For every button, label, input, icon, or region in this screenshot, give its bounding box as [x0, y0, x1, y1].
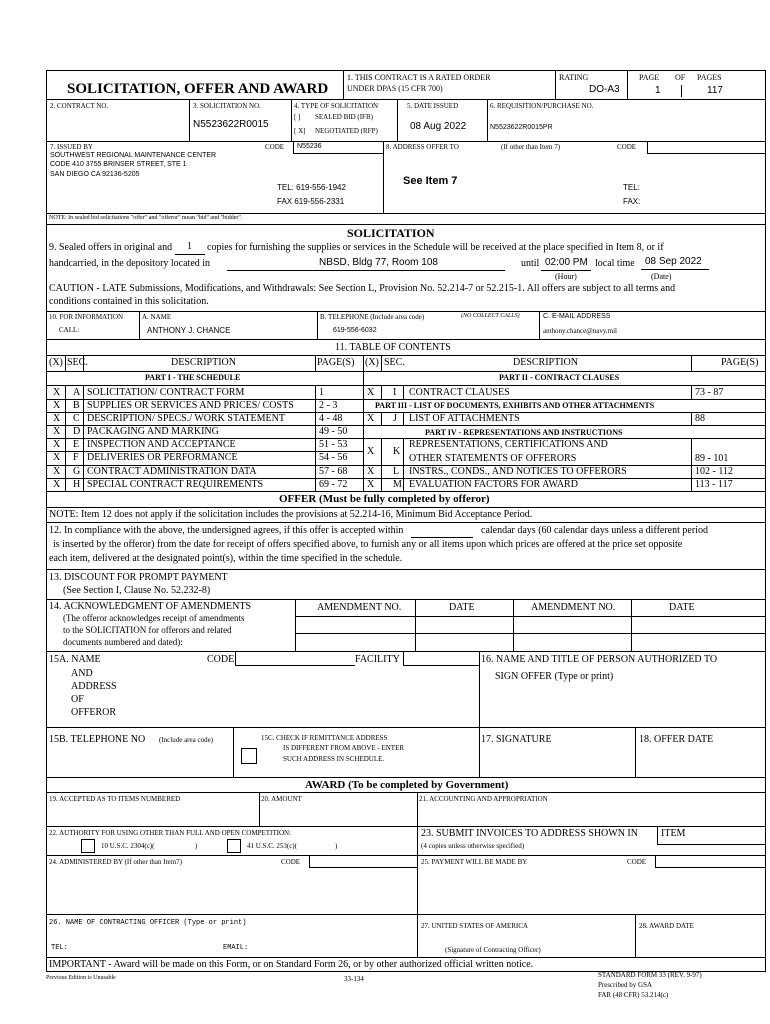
no-collect-calls: (NO COLLECT CALLS): [461, 313, 520, 319]
contact-email[interactable]: anthony.chance@navy.mil: [543, 327, 617, 335]
pages-label: PAGES: [697, 73, 722, 82]
toc-row-k-desc2: OTHER STATEMENTS OF OFFERORS: [409, 453, 577, 464]
form-number: 33-134: [344, 975, 364, 983]
toc-row-f-sec: F: [73, 452, 79, 463]
toc-row-j-desc: LIST OF ATTACHMENTS: [409, 413, 520, 424]
previous-edition-note: Previous Edition is Unusable: [46, 975, 116, 981]
toc-row-h-sec: H: [73, 479, 81, 490]
toc-row-b-x: X: [53, 400, 61, 411]
offeror-code-label: CODE: [207, 654, 235, 665]
see-item-7: See Item 7: [403, 175, 458, 187]
telephone-label: B. TELEPHONE (Include area code): [320, 313, 425, 321]
pages-value: 117: [707, 85, 723, 96]
item15c-line1: 15C. CHECK IF REMITTANCE ADDRESS: [261, 734, 388, 742]
address-offer-to-label: 8. ADDRESS OFFER TO: [386, 143, 459, 151]
toc-row-e-pages: 51 - 53: [319, 439, 348, 450]
call-label: CALL:: [59, 326, 80, 334]
toc-row-m-x: X: [367, 479, 375, 490]
form-title: SOLICITATION, OFFER AND AWARD: [67, 81, 329, 97]
include-area-code: (Include area code): [159, 736, 214, 744]
rated-order-label: 1. THIS CONTRACT IS A RATED ORDER: [347, 73, 491, 82]
type-of-solicitation-label: 4. TYPE OF SOLICITATION: [294, 102, 379, 110]
toc-row-g-pages: 57 - 68: [319, 466, 348, 477]
item-label: ITEM: [661, 828, 686, 839]
issuer-tel: TEL: 619-556-1942: [277, 183, 346, 192]
of-label: OF: [675, 73, 686, 82]
item13-line1: 13. DISCOUNT FOR PROMPT PAYMENT: [49, 572, 228, 583]
date-issued-label: 5. DATE ISSUED: [407, 102, 459, 110]
item15a-label4: OF: [71, 694, 84, 705]
date-label: (Date): [651, 272, 672, 281]
toc-row-i-x: X: [367, 387, 375, 398]
item14-line3: to the SOLICITATION for offerors and related: [63, 625, 232, 635]
toc-row-c-desc: DESCRIPTION/ SPECS./ WORK STATEMENT: [87, 413, 285, 424]
page-label: PAGE: [639, 73, 660, 82]
item9-line2a: handcarried, in the depository located in: [49, 258, 211, 269]
item12-line1: 12. In compliance with the above, the undersigned agrees, if this offer is accepted within: [49, 525, 404, 536]
toc-row-a-desc: SOLICITATION/ CONTRACT FORM: [87, 387, 245, 398]
hour-label: (Hour): [555, 272, 577, 281]
contact-name[interactable]: ANTHONY J. CHANCE: [147, 326, 231, 335]
sealed-bid-note: NOTE: In sealed bid solicitations "offer" and "offeror" mean "bid" and "bidder".: [49, 215, 243, 221]
dpas-label: UNDER DPAS (15 CFR 700): [347, 84, 443, 93]
toc-col-sec-right: SEC.: [384, 357, 405, 368]
name-label: A. NAME: [142, 313, 172, 321]
toc-col-description: DESCRIPTION: [171, 357, 237, 368]
item13-line2: (See Section I, Clause No. 52.232-8): [63, 585, 211, 596]
item16-line1: 16. NAME AND TITLE OF PERSON AUTHORIZED TO: [481, 654, 718, 665]
toc-row-d-x: X: [53, 426, 61, 437]
toc-part3: PART III - LIST OF DOCUMENTS, EXHIBITS AND OTHER ATTACHMENTS: [375, 401, 655, 410]
item27-label: 27. UNITED STATES OF AMERICA: [421, 922, 528, 930]
toc-row-f-pages: 54 - 56: [319, 452, 348, 463]
toc-part4: PART IV - REPRESENTATIONS AND INSTRUCTIONS: [425, 428, 623, 437]
solicitation-heading: SOLICITATION: [347, 226, 435, 240]
item14-line1: 14. ACKNOWLEDGMENT OF AMENDMENTS: [49, 601, 252, 612]
requisition-value[interactable]: N5523622R0015PR: [490, 124, 553, 131]
toc-row-k-sec: K: [393, 446, 401, 457]
item28-label: 28. AWARD DATE: [639, 922, 694, 930]
toc-row-h-desc: SPECIAL CONTRACT REQUIREMENTS: [87, 479, 264, 490]
item23-sub: (4 copies unless otherwise specified): [421, 842, 525, 850]
toc-row-h-x: X: [53, 479, 61, 490]
toc-row-k-pages: 89 - 101: [695, 453, 729, 464]
co-email-label: EMAIL:: [223, 944, 249, 952]
usc-2304-label: 10 U.S.C. 2304(c)(: [101, 842, 155, 850]
remittance-checkbox[interactable]: [241, 748, 257, 764]
toc-row-k-desc1: REPRESENTATIONS, CERTIFICATIONS AND: [409, 439, 608, 450]
item9-line1a: 9. Sealed offers in original and: [49, 242, 173, 253]
address-code-label: CODE: [617, 143, 637, 151]
toc-row-g-desc: CONTRACT ADMINISTRATION DATA: [87, 466, 257, 477]
email-label: C. E-MAIL ADDRESS: [543, 313, 611, 320]
item25-code-label: CODE: [627, 858, 647, 866]
toc-col-x-right: (X): [365, 357, 379, 368]
issued-by-code-value[interactable]: N55236: [297, 143, 322, 150]
prescribed-by-gsa: Prescribed by GSA: [598, 981, 653, 989]
issuer-fax: FAX 619-556-2331: [277, 197, 345, 206]
toc-part2: PART II - CONTRACT CLAUSES: [499, 373, 620, 382]
toc-row-h-pages: 69 - 72: [319, 479, 348, 490]
negotiated-checkbox[interactable]: [ X]: [294, 127, 306, 135]
issuer-line2: CODE 410 3755 BRINSER STREET, STE 1: [50, 161, 187, 168]
toc-col-pages: PAGE(S): [317, 357, 355, 368]
toc-row-j-x: X: [367, 413, 375, 424]
usc-253-label: 41 U.S.C. 253(c)(: [247, 842, 297, 850]
issuer-line3: SAN DIEGO CA 92136-5205: [50, 171, 140, 178]
toc-row-f-desc: DELIVERIES OR PERFORMANCE: [87, 452, 238, 463]
facility-label: FACILITY: [355, 654, 400, 665]
toc-row-e-x: X: [53, 439, 61, 450]
solicitation-offer-award-form: [46, 70, 766, 972]
item15a-label3: ADDRESS: [71, 681, 117, 692]
amendment-date-header-2: DATE: [669, 602, 695, 613]
award-heading: AWARD (To be completed by Government): [305, 779, 509, 791]
caution-line1: CAUTION - LATE Submissions, Modifications, and Withdrawals: See Section L, Provision No. 52.214-7 or 52.215-1. All offers are subject to all terms and: [49, 283, 676, 294]
item15a-label5: OFFEROR: [71, 707, 117, 718]
item12-line1b: calendar days (60 calendar days unless a different period: [481, 525, 708, 536]
toc-row-i-sec: I: [393, 387, 397, 398]
item12-line3: each item, delivered at the designated point(s), within the time specified in the schedule.: [49, 553, 403, 564]
toc-row-c-sec: C: [73, 413, 80, 424]
sealed-bid-checkbox[interactable]: [ ]: [294, 113, 301, 121]
item26-label: 26. NAME OF CONTRACTING OFFICER (Type or print): [49, 919, 247, 927]
item15b-label: 15B. TELEPHONE NO: [49, 734, 146, 745]
contact-telephone[interactable]: 619-556-6032: [333, 327, 377, 334]
item15c-line3: SUCH ADDRESS IN SCHEDULE.: [283, 755, 385, 763]
copies-value[interactable]: 1: [187, 241, 192, 252]
toc-col-sec: SEC.: [67, 357, 88, 368]
item18-offer-date-label: 18. OFFER DATE: [639, 734, 714, 745]
item24-code-label: CODE: [281, 858, 301, 866]
toc-row-m-pages: 113 - 117: [695, 479, 733, 490]
toc-row-d-pages: 49 - 50: [319, 426, 348, 437]
for-information-label: 10. FOR INFORMATION: [49, 313, 124, 321]
toc-row-e-sec: E: [73, 439, 80, 450]
negotiated-label: NEGOTIATED (RFP): [315, 127, 378, 135]
toc-col-x: (X): [49, 357, 63, 368]
offer-heading: OFFER (Must be fully completed by offeror): [279, 493, 490, 505]
toc-row-l-x: X: [367, 466, 375, 477]
toc-row-i-pages: 73 - 87: [695, 387, 724, 398]
item12-line2: is inserted by the offeror) from the date for receipt of offers specified above, to furnish any or all items upon which prices are offered at the price set opposite: [53, 539, 683, 550]
hour-value[interactable]: 02:00 PM: [545, 257, 588, 268]
far-reference: FAR (48 CFR) 53.214(c): [598, 991, 669, 999]
item24-label: 24. ADMINISTERED BY (If other than Item7): [49, 858, 182, 866]
usc-2304-checkbox[interactable]: [81, 839, 95, 853]
address-fax-label: FAX:: [623, 197, 641, 206]
toc-row-a-pages: 1: [319, 387, 324, 398]
toc-row-m-sec: M: [393, 479, 402, 490]
toc-row-d-desc: PACKAGING AND MARKING: [87, 426, 219, 437]
item22-label: 22. AUTHORITY FOR USING OTHER THAN FULL AND OPEN COMPETITION:: [49, 829, 292, 837]
toc-heading: 11. TABLE OF CONTENTS: [335, 342, 451, 353]
if-other-label: (If other than Item 7): [501, 143, 561, 151]
toc-row-l-pages: 102 - 112: [695, 466, 733, 477]
date-value[interactable]: 08 Sep 2022: [645, 256, 702, 267]
item15a-label2: AND: [71, 668, 93, 679]
toc-row-j-pages: 88: [695, 413, 705, 424]
item15a-label1: 15A. NAME: [49, 654, 101, 665]
amendment-date-header: DATE: [449, 602, 475, 613]
item23-label: 23. SUBMIT INVOICES TO ADDRESS SHOWN IN: [421, 828, 638, 839]
local-time-label: local time: [595, 258, 635, 269]
caution-line2: conditions contained in this solicitation.: [49, 296, 209, 307]
item19-label: 19. ACCEPTED AS TO ITEMS NUMBERED: [49, 795, 181, 803]
amendment-no-header-2: AMENDMENT NO.: [531, 602, 616, 613]
co-tel-label: TEL:: [51, 944, 68, 952]
toc-row-l-desc: INSTRS., CONDS., AND NOTICES TO OFFERORS: [409, 466, 627, 477]
toc-row-e-desc: INSPECTION AND ACCEPTANCE: [87, 439, 236, 450]
toc-row-g-sec: G: [73, 466, 81, 477]
toc-row-b-sec: B: [73, 400, 80, 411]
contract-no-label: 2. CONTRACT NO.: [50, 102, 109, 110]
address-tel-label: TEL:: [623, 183, 640, 192]
rating-value: DO-A3: [589, 84, 620, 95]
item14-line2: (The offeror acknowledges receipt of amendments: [63, 613, 245, 623]
item16-line2: SIGN OFFER (Type or print): [495, 671, 614, 682]
date-issued-value[interactable]: 08 Aug 2022: [410, 121, 467, 132]
toc-col-pages-right: PAGE(S): [721, 357, 759, 368]
issued-by-code-label: CODE: [265, 143, 285, 151]
page-value: 1: [655, 85, 661, 96]
rating-label: RATING: [559, 73, 589, 82]
toc-row-a-sec: A: [73, 387, 81, 398]
issuer-line1: SOUTHWEST REGIONAL MAINTENANCE CENTER: [50, 152, 217, 159]
toc-row-k-x: X: [367, 446, 375, 457]
toc-row-b-pages: 2 - 3: [319, 400, 338, 411]
item9-line1b: copies for furnishing the supplies or services in the Schedule will be received at the place specified in Item 8, or if: [207, 242, 664, 253]
usc-253-checkbox[interactable]: [227, 839, 241, 853]
item15c-line2: IS DIFFERENT FROM ABOVE - ENTER: [283, 744, 405, 752]
important-notice: IMPORTANT - Award will be made on this Form, or on Standard Form 26, or by other authorized official written notice.: [49, 959, 534, 970]
toc-row-f-x: X: [53, 452, 61, 463]
toc-row-b-desc: SUPPLIES OR SERVICES AND PRICES/ COSTS: [87, 400, 294, 411]
item14-line4: documents numbered and dated):: [63, 637, 183, 647]
toc-row-l-sec: L: [393, 466, 400, 477]
amendment-no-header: AMENDMENT NO.: [317, 602, 402, 613]
item21-label: 21. ACCOUNTING AND APPROPRIATION: [419, 795, 548, 803]
item17-signature-label: 17. SIGNATURE: [481, 734, 552, 745]
offer-note: NOTE: Item 12 does not apply if the solicitation includes the provisions at 52.214-16, Minimum Bid Acceptance Period.: [49, 509, 533, 520]
toc-row-d-sec: D: [73, 426, 81, 437]
toc-row-c-x: X: [53, 413, 61, 424]
item27-signature-caption: (Signature of Contracting Officer): [445, 946, 541, 954]
until-label: until: [521, 258, 540, 269]
item25-label: 25. PAYMENT WILL BE MADE BY: [421, 858, 528, 866]
toc-row-g-x: X: [53, 466, 61, 477]
depository-value[interactable]: NBSD, Bldg 77, Room 108: [319, 257, 438, 268]
requisition-label: 6. REQUISITION/PURCHASE NO.: [490, 102, 594, 110]
standard-form-33: STANDARD FORM 33 (REV. 9-97): [598, 971, 702, 979]
solicitation-no-value[interactable]: N5523622R0015: [193, 119, 269, 130]
toc-col-description-right: DESCRIPTION: [513, 357, 579, 368]
issued-by-label: 7. ISSUED BY: [50, 143, 93, 151]
toc-part1: PART I - THE SCHEDULE: [145, 373, 241, 382]
usc-2304-close: ): [195, 842, 198, 850]
toc-row-a-x: X: [53, 387, 61, 398]
toc-row-m-desc: EVALUATION FACTORS FOR AWARD: [409, 479, 578, 490]
solicitation-no-label: 3. SOLICITATION NO.: [193, 102, 261, 110]
item20-label: 20. AMOUNT: [261, 795, 302, 803]
toc-row-c-pages: 4 - 48: [319, 413, 343, 424]
toc-row-j-sec: J: [393, 413, 397, 424]
sealed-bid-label: SEALED BID (IFB): [315, 113, 373, 121]
usc-253-close: ): [335, 842, 338, 850]
toc-row-i-desc: CONTRACT CLAUSES: [409, 387, 510, 398]
